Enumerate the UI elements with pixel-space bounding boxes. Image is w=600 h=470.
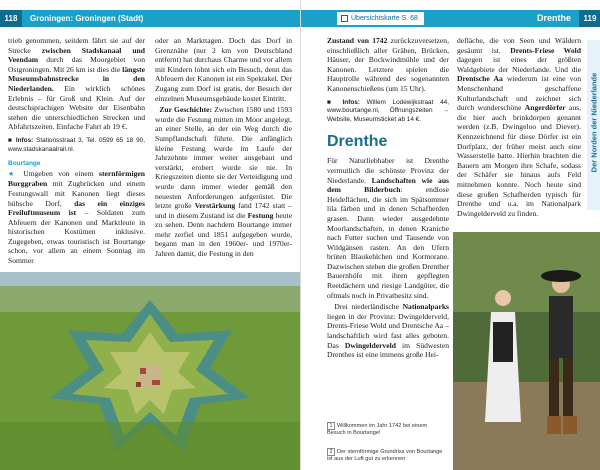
photo-caption: 2 Der sternförmige Grundriss von Bourtange ist aus der Luft gut zu erkennen xyxy=(327,449,443,463)
costumed-people-photo xyxy=(453,232,600,470)
left-col-2 xyxy=(155,36,292,261)
paragraph: ★ Umgeben von einem sternförmigen Burggraben mit Zugbrücken und einem Festungswall mit Kanonen liegt dieses hübsche Dorf, das ein einziges Freiluftmuseum ist – Soldaten zum Abfeuern der Kanonen und Marktleute in historischen Kostümen inklusive. Zugegeben, etwas touristisch ist Bourtange schon, vor allem an einem Sonntag im Sommer xyxy=(8,168,145,266)
section-heading: Drenthe xyxy=(327,133,388,151)
aerial-fort-photo xyxy=(0,272,300,470)
running-title: Drenthe xyxy=(536,13,571,23)
paragraph: trieb genommen, seitdem fährt sie auf der Strecke zwischen Stadskanaal und Veendam durch das Moorgebiet von Ostgroningen. Mit 26 km ist dies die längste Museumsbahnstrecke in den Niederlanden. Ein wirklich schönes Erlebnis – für Groß und Klein. Auf der deutschsprachigen Website der Eisenbahn stehen die unterschiedlichen Strecken und Abfahrtszeiten. Einfache Fahrt ab 19 €. xyxy=(8,36,146,132)
info-icon: ■ xyxy=(8,136,13,144)
right-col-2 xyxy=(457,36,581,220)
checkbox-icon xyxy=(341,15,348,22)
paragraph: Zur Geschichte: Zwischen 1580 und 1593 wurde die Festung mitten im Moor angelegt, an einer Stelle, an der ein Weg durch die Sumpflandschaft führte. Die anfänglich kleine Festung wurde im Laufe der Jahrzehnte immer weiter ausgebaut und verstärkt, erobert wurde sie nie. In Kriegszeiten diente sie der Verteidigung und wurde dann immer wieder gemäß den neuesten Anforderungen aufgerüstet. Die letzte große Verstärkung fand 1742 statt – und in diesem Zustand ist die Festung heute zu sehen. Denn nachdem Bourtange immer mehr zerfiel und 1851 aufgegeben wurde, begann man in den 1960er- und 1970er-Jahren damit, die Festung in den xyxy=(155,105,292,259)
people-illustration xyxy=(453,232,600,470)
side-tab: Der Norden der Niederlande xyxy=(587,40,600,210)
info-icon: ■ xyxy=(327,98,336,106)
right-header xyxy=(301,10,600,27)
photo-caption: 1 Willkommen im Jahr 1742 bei einem Besuch in Bourtange! xyxy=(327,423,428,437)
left-header xyxy=(0,10,300,27)
paragraph: Für Naturliebhaber ist Drenthe vermutlich die schönste Provinz der Niederlande. Landschaften wie aus dem Bilderbuch: endlose Heideflächen, die sich im Spätsommer lila färben und in denen Schafherden grasen. Dann wieder ausgedehnte Moorlandschaften, in denen Kraniche nach Futter suchen und Tausende von Wildgänsen rasten. An den Ufern brüten Blaukehlchen und Kormorane. Dazwischen stehen die großen Drenther Bauernhöfe mit ihren gepflegten Reetdächern und riesige Landgüter, die oftmals noch in Privatbesitz sind. xyxy=(327,156,450,300)
left-col-1 xyxy=(8,36,145,268)
right-col-1 xyxy=(327,36,449,362)
star-icon: ★ xyxy=(8,169,18,178)
paragraph: Drei niederländische Nationalparks liegen in der Provinz: Dwingelderveld, Drents-Friese Wold und Drentsche Aa – landschaftlich wird fast alles geboten. Das Dwingelderveld im Südwesten Drenthes ist eine immens große Hei- xyxy=(327,302,449,360)
page-number: 118 xyxy=(0,10,22,27)
running-title: Groningen: Groningen (Stadt) xyxy=(30,14,144,23)
page-number: 119 xyxy=(579,10,600,27)
paragraph: oder an Markttagen. Doch das Dorf in Grenznähe (nur 2 km von Deutschland entfernt) hat durchaus Charme und vor allem mit Kindern lohnt sich ein Besuch, denn das Abfeuern der Kanonen ist ein Spektakel. Der Zugang zum Dorf ist gratis, der Besuch der einzelnen Museumsgebäude kostet Eintritt. xyxy=(155,36,292,103)
section-label: Bourtange xyxy=(8,160,41,168)
right-page xyxy=(300,0,600,470)
info-block: ■ Infos: Stationsstraat 3, Tel. 0599 65 18 90, www.stadskanaalrail.nl. xyxy=(8,136,145,153)
paragraph: Zustand von 1742 zurückzuversetzen, einschließlich aller Gräben, Brücken, Häuser, der Bockwindmühle und der Kanonen. Letztere spielen die Hauptrolle während des sogenannten Kanonenschießens (um 15 Uhr). xyxy=(327,36,449,93)
map-reference[interactable]: Übersichtskarte S. 68 xyxy=(337,12,424,25)
info-block: ■ Infos: Willem Lodewijkstraat 44, www.bourtange.nl, Öffnungszeiten → Website, Museumsticket ab 14 €. xyxy=(327,98,449,123)
fort-illustration xyxy=(0,272,300,470)
paragraph: defläche, die von Seen und Wäldern gesäumt ist. Drents-Friese Wold dagegen ist eines der größten Waldgebiete der Niederlande. Und die Drentsche Aa wiederum ist eine von Menschenhand geschaffene Kulturlandschaft und zeichnet sich durch wunderschöne Angerdörfer aus, die hier auch brinkdorpen genannt werden (z.B. Dwingeloo und Diever). Kennzeichnend für diese Dörfer ist ein Dorfplatz, der früher meist auch eine Wasserstelle hatte. Hierhin brachten die Bauern am Morgen ihre Schafe, sodass der Schäfer sie hinaus aufs Feld mitnehmen konnte. Noch heute sind diese großen Schafherden typisch für Drenthe und u.a. im Nationalpark Dwingelderveld zu finden. xyxy=(457,36,581,218)
